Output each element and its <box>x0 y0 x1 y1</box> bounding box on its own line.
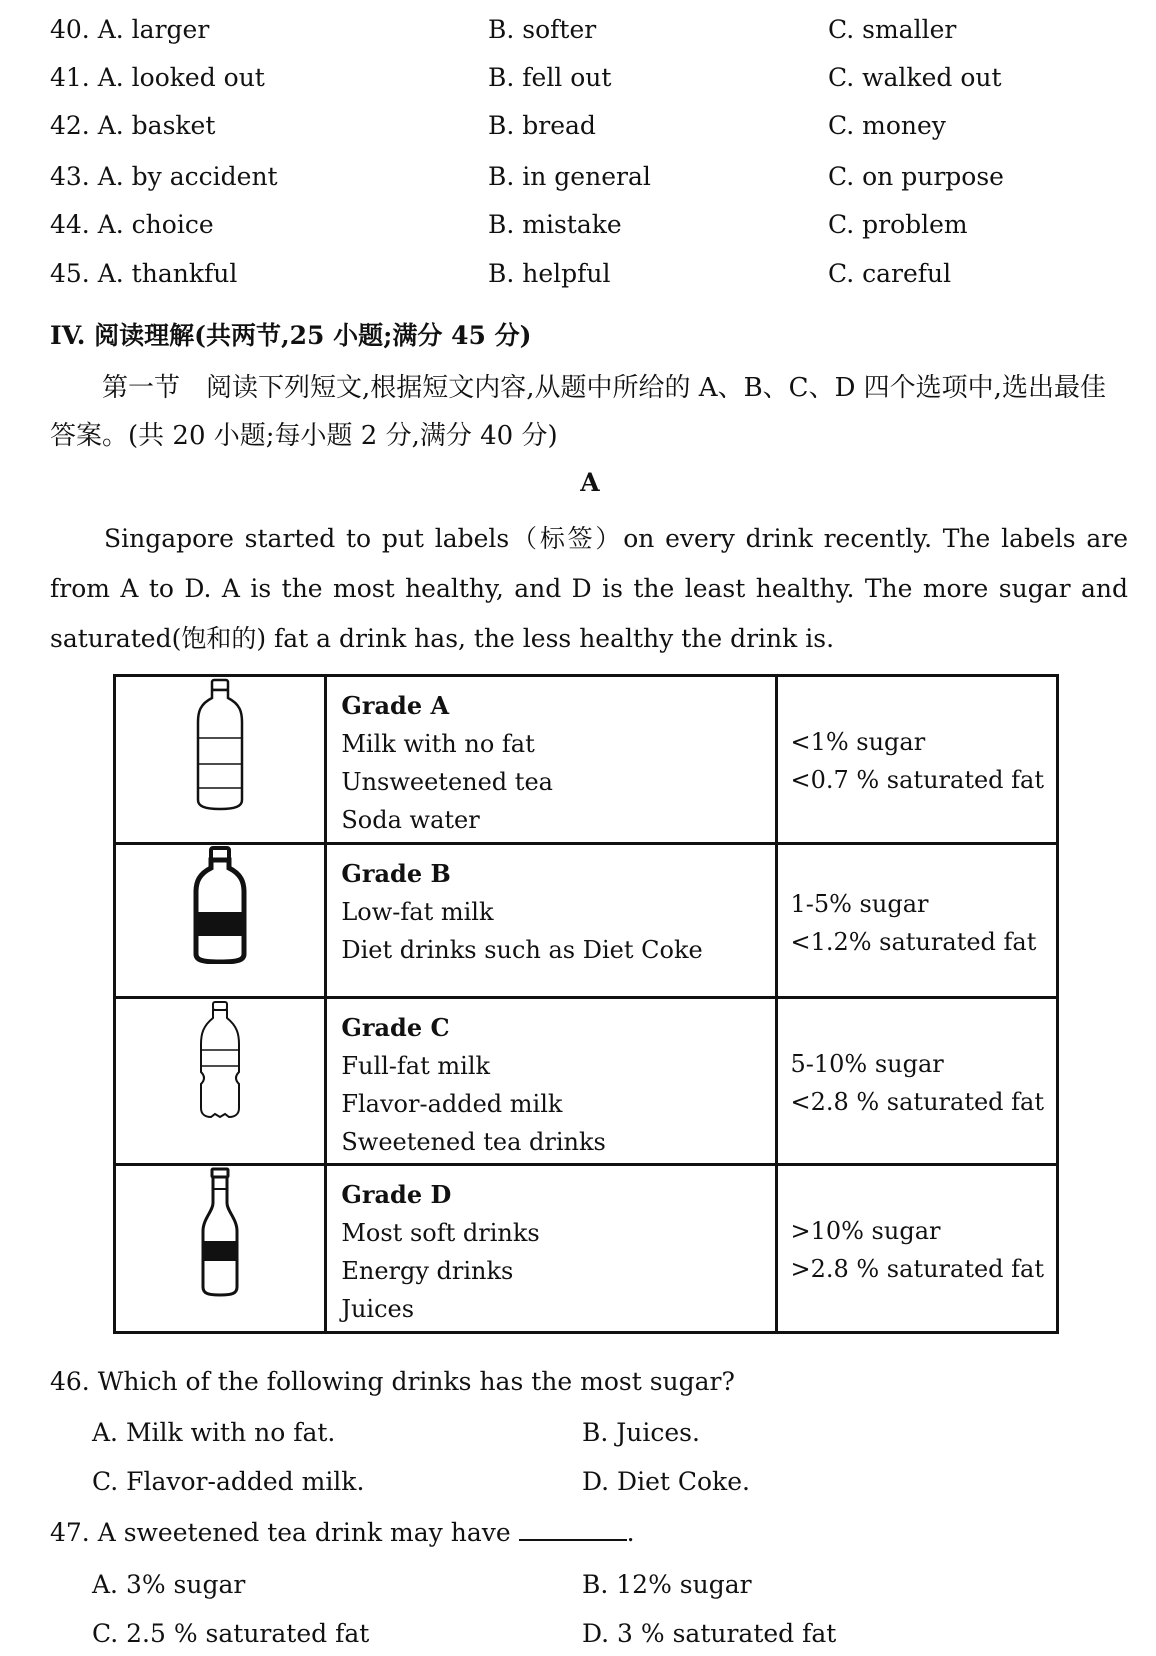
option-a: 45. A. thankful <box>50 259 238 288</box>
option-c: C. on purpose <box>828 162 1004 191</box>
drinks-cell <box>326 1165 777 1333</box>
grade-label: Grade D <box>341 1180 452 1210</box>
nutrition-cell <box>777 1165 1058 1333</box>
option-c: C. problem <box>828 210 968 239</box>
question-stem: 46. Which of the following drinks has the most sugar? <box>50 1367 735 1396</box>
drink-item: Unsweetened tea <box>341 768 553 796</box>
nutrition-cell <box>777 843 1058 997</box>
option-a: 42. A. basket <box>50 111 216 140</box>
option-b: B. bread <box>488 111 596 140</box>
passage-label: A <box>580 468 600 497</box>
question-stem: 47. A sweetened tea drink may have . <box>50 1513 635 1553</box>
section-instruction: 第一节 阅读下列短文,根据短文内容,从题中所给的 A、B、C、D 四个选项中,选出最佳答案。(共 20 小题;每小题 2 分,满分 40 分) <box>50 373 1106 451</box>
drink-item: Full-fat milk <box>341 1051 491 1080</box>
cloze-option-row <box>0 254 1156 294</box>
option-c: C. smaller <box>828 15 957 44</box>
drink-item: Soda water <box>341 806 480 834</box>
grade-label: Grade B <box>341 858 451 888</box>
answer-option-a[interactable]: A. Milk with no fat. <box>92 1418 336 1447</box>
sugar-value: >10% sugar <box>790 1217 941 1246</box>
answer-option-b[interactable]: B. Juices. <box>582 1418 700 1447</box>
answer-blank[interactable] <box>519 1513 627 1541</box>
sugar-value: 5-10% sugar <box>790 1049 944 1078</box>
option-b: B. helpful <box>488 259 611 288</box>
nutrition-cell <box>777 997 1058 1165</box>
drink-item: Flavor-added milk <box>341 1089 563 1118</box>
drinks-cell <box>326 843 777 997</box>
table-row <box>115 676 1058 844</box>
option-c: C. walked out <box>828 63 1002 92</box>
fat-value: <1.2% saturated fat <box>790 927 1037 956</box>
table-row <box>115 1165 1058 1333</box>
option-a: 41. A. looked out <box>50 63 265 92</box>
water-bottle-icon <box>190 791 250 819</box>
cloze-option-row <box>0 205 1156 245</box>
answer-option-c[interactable]: C. 2.5 % saturated fat <box>92 1619 370 1648</box>
icon-cell <box>115 997 326 1165</box>
dark-bottle-icon <box>190 942 250 970</box>
answer-option-b[interactable]: B. 12% sugar <box>582 1570 752 1599</box>
cloze-option-row <box>0 106 1156 146</box>
table-row <box>115 843 1058 997</box>
option-a: 43. A. by accident <box>50 162 278 191</box>
option-a: 44. A. choice <box>50 210 214 239</box>
drink-item: Milk with no fat <box>341 730 535 758</box>
drinks-cell <box>326 997 777 1165</box>
icon-cell <box>115 1165 326 1333</box>
answer-option-c[interactable]: C. Flavor-added milk. <box>92 1467 365 1496</box>
grade-label: Grade C <box>341 1012 450 1042</box>
fat-value: <0.7 % saturated fat <box>790 766 1044 794</box>
option-b: B. in general <box>488 162 651 191</box>
drinks-cell <box>326 676 777 844</box>
option-c: C. careful <box>828 259 952 288</box>
passage-text: Singapore started to put labels（标签）on every drink recently. The labels are from A to D. A is the most healthy, and D is the least healthy. The more sugar and saturated(饱和的) fat a drink has, the less healthy the drink is. <box>50 524 1128 653</box>
drink-item: Juices <box>341 1295 415 1324</box>
drink-item: Sweetened tea drinks <box>341 1127 606 1156</box>
fat-value: >2.8 % saturated fat <box>790 1255 1044 1284</box>
drink-item: Low-fat milk <box>341 897 494 926</box>
glass-bottle-icon <box>197 1275 243 1303</box>
fat-value: <2.8 % saturated fat <box>790 1087 1044 1116</box>
grade-label: Grade A <box>341 691 450 720</box>
soda-bottle-icon <box>195 1098 245 1126</box>
drink-item: Energy drinks <box>341 1257 514 1286</box>
drink-grades-table <box>113 674 1059 1334</box>
option-b: B. fell out <box>488 63 612 92</box>
section-title: IV. 阅读理解(共两节,25 小题;满分 45 分) <box>50 321 532 350</box>
option-a: 40. A. larger <box>50 15 210 44</box>
icon-cell <box>115 843 326 997</box>
sugar-value: 1-5% sugar <box>790 889 929 918</box>
option-b: B. mistake <box>488 210 622 239</box>
sugar-value: <1% sugar <box>790 728 926 756</box>
icon-cell <box>115 676 326 844</box>
cloze-option-row <box>0 58 1156 98</box>
table-row <box>115 997 1058 1165</box>
answer-option-d[interactable]: D. Diet Coke. <box>582 1467 750 1496</box>
option-b: B. softer <box>488 15 597 44</box>
nutrition-cell <box>777 676 1058 844</box>
option-c: C. money <box>828 111 946 140</box>
drink-item: Diet drinks such as Diet Coke <box>341 935 703 964</box>
cloze-option-row <box>0 157 1156 197</box>
cloze-option-row <box>0 10 1156 50</box>
drink-item: Most soft drinks <box>341 1219 540 1248</box>
answer-option-d[interactable]: D. 3 % saturated fat <box>582 1619 837 1648</box>
answer-option-a[interactable]: A. 3% sugar <box>92 1570 246 1599</box>
